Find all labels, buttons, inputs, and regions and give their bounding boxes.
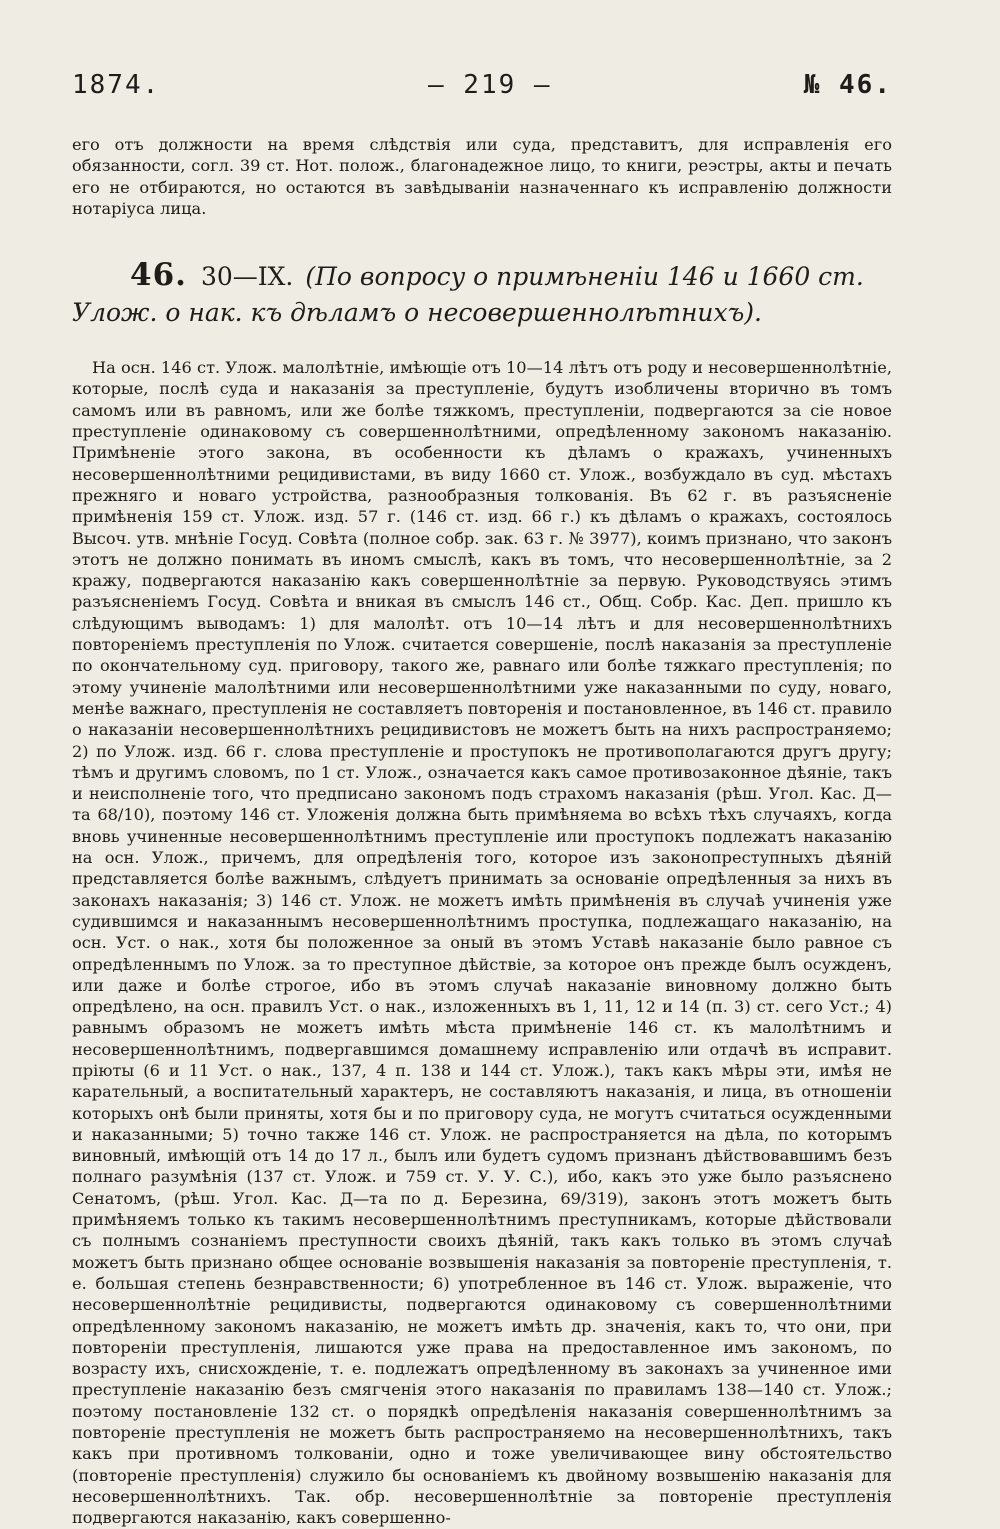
section-heading: [72, 257, 892, 331]
section-number: 46.: [130, 257, 187, 294]
section-date: 30—IX.: [200, 262, 294, 292]
page-header: [72, 70, 892, 114]
header-issue-number: № 46.: [803, 70, 892, 100]
continuation-paragraph: его отъ должности на время слѣдствія или суда, представитъ, для исправленія его обязанности, согл. 39 ст. Нот. полож., благонадежное лицо, то книги, реэстры, акты и печать его не отбираются, но остаются въ завѣдываніи назначеннаго къ исправленію должности нотаріуса лица.: [72, 135, 892, 218]
main-paragraph: На осн. 146 ст. Улож. малолѣтніе, имѣющіе отъ 10—14 лѣтъ отъ роду и несовершеннолѣтніе, которые, послѣ суда и наказанія за преступленіе, будутъ изобличены вторично въ томъ самомъ или въ равномъ, или же болѣе тяжкомъ, преступленіи, подвергаются за сіе новое преступленіе одинаковому съ совершеннолѣтними, опредѣленному закономъ наказанію. Примѣненіе этого закона, въ особенности къ дѣламъ о кражахъ, учиненныхъ несовершеннолѣтними рецидивистами, въ виду 1660 ст. Улож., возбуждало въ суд. мѣстахъ прежняго и новаго устройства, разнообразныя толкованія. Въ 62 г. въ разъясненіе примѣненія 159 ст. Улож. изд. 57 г. (146 ст. изд. 66 г.) къ дѣламъ о кражахъ, состоялось Высоч. утв. мнѣніе Госуд. Совѣта (полное собр. зак. 63 г. № 3977), коимъ признано, что законъ этотъ не должно понимать въ иномъ смыслѣ, какъ въ томъ, что несовершеннолѣтніе, за 2 кражу, подвергаются наказанію какъ совершеннолѣтніе за первую. Руководствуясь этимъ разъясненіемъ Госуд. Совѣта и вникая въ смыслъ 146 ст., Общ. Собр. Кас. Деп. пришло къ слѣдующимъ выводамъ: 1) для малолѣт. отъ 10—14 лѣтъ и для несовершеннолѣтнихъ повтореніемъ преступленія по Улож. считается совершеніе, послѣ наказанія за преступленіе по окончательному суд. приговору, такого же, равнаго или болѣе тяжкаго преступленія; по этому учиненіе малолѣтними или несовершеннолѣтними уже наказанными по суду, новаго, менѣе важнаго, преступленія не составляетъ повторенія и постановленное, въ 146 ст. правило о наказаніи несовершеннолѣтнихъ рецидивистовъ не можетъ быть на нихъ распространяемо; 2) по Улож. изд. 66 г. слова преступленіе и проступокъ не противополагаются другъ другу; тѣмъ и другимъ словомъ, по 1 ст. Улож., означается какъ самое противозаконное дѣяніе, такъ и неисполненіе того, что предписано закономъ подъ страхомъ наказанія (рѣш. Угол. Кас. Д—та 68/10), поэтому 146 ст. Уложенія должна быть примѣняема во всѣхъ тѣхъ случаяхъ, когда вновь учиненные несовершеннолѣтнимъ преступленіе или проступокъ подлежатъ наказанію на осн. Улож., причемъ, для опредѣленія того, которое изъ законопреступныхъ дѣяній представляется болѣе важнымъ, слѣдуетъ принимать за основаніе опредѣленныя за нихъ въ законахъ наказанія; 3) 146 ст. Улож. не можетъ имѣть примѣненія въ случаѣ учиненія уже судившимся и наказаннымъ несовершеннолѣтнимъ проступка, подлежащаго наказанію, на осн. Уст. о нак., хотя бы положенное за оный въ этомъ Уставѣ наказаніе было равное съ опредѣленнымъ по Улож. за то преступное дѣйствіе, за которое онъ прежде былъ осужденъ, или даже и болѣе строгое, ибо въ этомъ случаѣ наказаніе виновному должно быть опредѣлено, на осн. правилъ Уст. о нак., изложенныхъ въ 1, 11, 12 и 14 (п. 3) ст. сего Уст.; 4) равнымъ образомъ не можетъ имѣть мѣста примѣненіе 146 ст. къ малолѣтнимъ и несовершеннолѣтнимъ, подвергавшимся домашнему исправленію или отдачѣ въ исправит. пріюты (6 и 11 Уст. о нак., 137, 4 п. 138 и 144 ст. Улож.), такъ какъ мѣры эти, имѣя не карательный, а воспитательный характеръ, не составляютъ наказанія, и лица, въ отношеніи которыхъ онѣ были приняты, хотя бы и по приговору суда, не могутъ считаться осужденными и наказанными; 5) точно также 146 ст. Улож. не распространяется на дѣла, по которымъ виновный, имѣющій отъ 14 до 17 л., былъ или будетъ судомъ признанъ дѣйствовавшимъ безъ полнаго разумѣнія (137 ст. Улож. и 759 ст. У. У. С.), ибо, какъ это уже было разъяснено Сенатомъ, (рѣш. Угол. Кас. Д—та по д. Березина, 69/319), законъ этотъ можетъ быть примѣняемъ только къ такимъ несовершеннолѣтнимъ преступникамъ, которые дѣйствовали съ полнымъ сознаніемъ преступности своихъ дѣяній, такъ какъ только въ этомъ случаѣ можетъ быть признано общее основаніе возвышенія наказанія за повтореніе преступленія, т. е. большая степень безнравственности; 6) употребленное въ 146 ст. Улож. выраженіе, что несовершеннолѣтніе рецидивисты, подвергаются одинаковому съ совершеннолѣтними опредѣленному закономъ наказанію, не можетъ имѣть др. значенія, какъ то, что они, при повтореніи преступленія, лишаются уже права на предоставленное имъ закономъ, по возрасту ихъ, снисхожденіе, т. е. подлежатъ опредѣленному въ законахъ за учиненное ими преступленіе наказанію безъ смягченія этого наказанія по правиламъ 138—140 ст. Улож.; поэтому постановленіе 132 ст. о порядкѣ опредѣленія наказанія совершеннолѣтнимъ за повтореніе преступленія не можетъ быть распространяемо на несовершеннолѣтнихъ, такъ какъ при противномъ толкованіи, одно и тоже увеличивающее вину обстоятельство (повтореніе преступленія) служило бы основаніемъ къ двойному возвышенію наказанія для несовершеннолѣтнихъ. Так. обр. несовершеннолѣтніе за повтореніе преступленія подвергаются наказанію, какъ совершенно-: [72, 358, 893, 1528]
header-year: 1874.: [72, 70, 161, 100]
section-title: (По вопросу о примѣненіи 146 и 1660 ст. Улож. о нак. къ дѣламъ о несовершеннолѣтнихъ).: [72, 262, 864, 328]
header-page-number: — 219 —: [428, 70, 552, 100]
